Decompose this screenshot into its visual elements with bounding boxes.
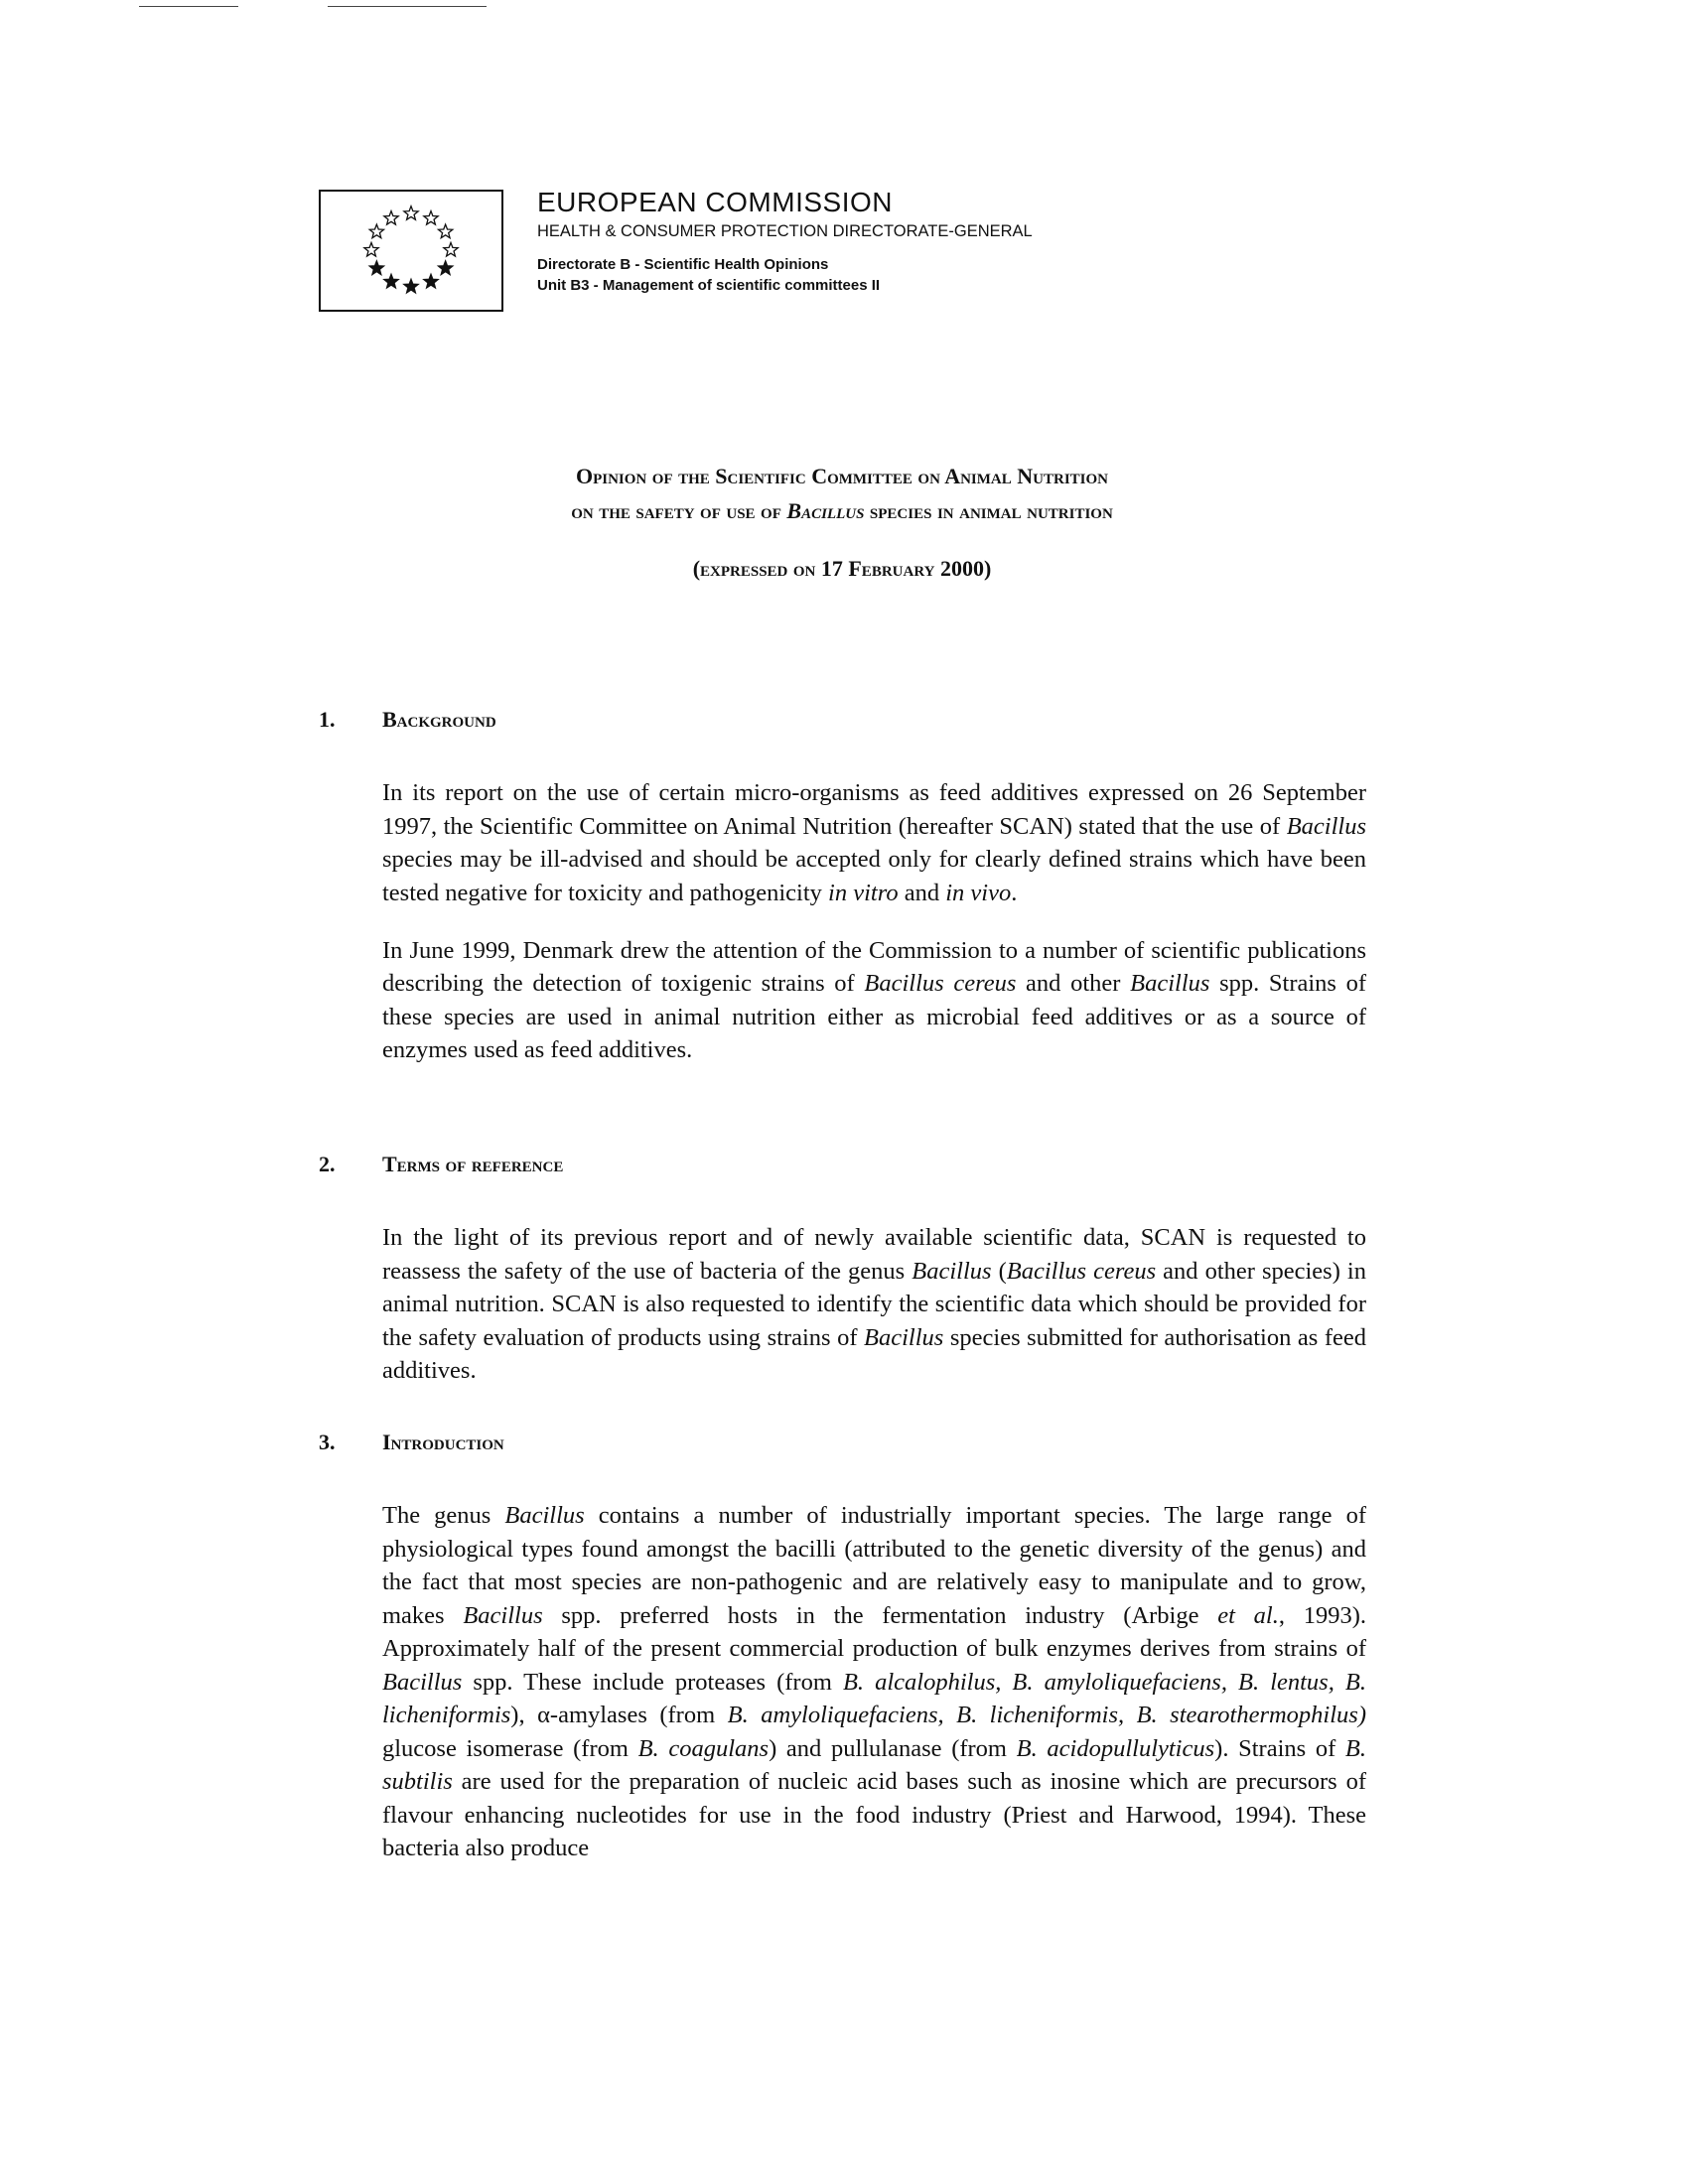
eu-star-icon [369,224,383,238]
eu-star-icon [424,211,438,225]
italic-text: Bacillus [382,1668,463,1696]
text-run: In June 1999, Denmark drew the attention of the Commission to a number of scientific publications describing the detection of toxigenic strains of [382,936,1366,997]
expressed-date: (expressed on 17 February 2000) [692,556,992,581]
eu-star-icon [439,261,453,275]
eu-logo [319,190,503,312]
italic-text: B. alcalophilus, B. amyloliquefaciens, B. lentus, B. licheniformis [382,1668,1366,1728]
text-run: . [1011,879,1018,906]
italic-text: Bacillus [912,1257,992,1285]
text-run: , 1993). Approximately half of the present commercial production of bulk enzymes derives from strains of [382,1601,1366,1662]
section-terms-of-reference [319,1152,1366,1412]
italic-text: Bacillus [463,1601,543,1629]
section-number: 2. [319,1152,336,1176]
italic-text: Bacillus [1130,970,1210,997]
eu-star-icon [439,224,453,238]
title-line-1: Opinion of the Scientific Committee on Animal Nutrition [575,464,1108,488]
section-heading [319,1430,1366,1459]
section-heading [319,707,1366,737]
top-scan-rule-right [328,6,487,7]
eu-stars-flag-icon [321,192,501,310]
text-run: species may be ill-advised and should be accepted only for clearly defined strains which have been tested negative for toxicity and pathogenicity [382,846,1366,906]
paragraph [382,1221,1366,1388]
italic-text: B. amyloliquefaciens, B. licheniformis, B. stearothermophilus) [727,1702,1366,1728]
text-run: spp. Strains of these species are used in animal nutrition either as microbial feed additives or as a source of enzymes used as feed additives. [382,970,1367,1063]
section-title: Introduction [382,1430,504,1454]
document-title [0,459,1684,528]
eu-star-icon [404,279,418,293]
title-line-2-start: on the safety of use of [571,498,787,523]
text-run: glucose isomerase (from [382,1734,638,1762]
text-run: In its report on the use of certain micro-organisms as feed additives expressed on 26 September 1997, the Scientific Committee on Animal Nutrition (hereafter SCAN) stated that the use of [382,779,1366,840]
eu-star-icon [364,243,378,257]
section-number: 1. [319,707,336,732]
italic-text: Bacillus [864,1323,944,1351]
eu-star-icon [369,261,383,275]
text-run: ( [991,1257,1007,1285]
text-run: In the light of its previous report and of newly available scientific data, SCAN is requested to reassess the safety of the use of bacteria of the genus [382,1224,1366,1285]
italic-text: Bacillus cereus [864,970,1017,997]
paragraph [382,934,1366,1067]
italic-text: B. subtilis [382,1734,1366,1795]
title-genus: Bacillus [786,498,865,523]
italic-text: in vitro [828,879,899,906]
text-run: species submitted for authorisation as feed additives. [382,1323,1366,1384]
italic-text: Bacillus [504,1502,585,1529]
text-run: spp. preferred hosts in the fermentation industry (Arbige [542,1601,1218,1629]
italic-text: Bacillus cereus [1006,1257,1157,1285]
text-run: spp. These include proteases (from [462,1668,843,1696]
text-run: ) and pullulanase (from [769,1734,1017,1762]
text-run: ). Strains of [1214,1734,1345,1762]
italic-text: B. acidopullulyticus [1016,1734,1215,1762]
directorate-line: Directorate B - Scientific Health Opinions [537,256,829,273]
text-run: and other species) in animal nutrition. SCAN is also requested to identify the scientific data which should be provided for the safety evaluation of products using strains of [382,1257,1366,1351]
title-line-2 [0,493,1684,528]
text-run: and other [1016,970,1131,997]
eu-star-icon [384,274,398,288]
italic-text: B. coagulans [637,1734,770,1762]
text-run: are used for the preparation of nucleic acid bases such as inosine which are precursors of flavour enhancing nucleotides for use in the food industry (Priest and Harwood, 1994). These bacteria also produce [382,1768,1366,1861]
section-title: Terms of reference [382,1152,564,1176]
text-run: contains a number of industrially important species. The large range of physiological types found amongst the bacilli (attributed to the genetic diversity of the genus) and the fact that most species are non-pathogenic and are relatively easy to manipulate and to grow, makes [382,1502,1366,1629]
unit-line: Unit B3 - Management of scientific committees II [537,277,881,294]
title-line-2-end: species in animal nutrition [864,498,1113,523]
section-heading [319,1152,1366,1181]
eu-star-icon [444,243,458,257]
top-scan-rule-left [139,6,238,7]
section-background [319,707,1366,1091]
directorate-general: HEALTH & CONSUMER PROTECTION DIRECTORATE-GENERAL [537,222,1033,240]
eu-star-icon [424,274,438,288]
section-number: 3. [319,1430,336,1454]
eu-star-icon [404,206,418,220]
paragraph [382,776,1366,909]
text-run: and [898,879,946,906]
italic-text: in vivo [945,879,1012,906]
italic-text: Bacillus [1286,812,1366,840]
text-run: The genus [382,1502,505,1529]
section-introduction [319,1430,1366,1889]
eu-star-icon [384,211,398,225]
paragraph [382,1499,1366,1865]
italic-text: et al. [1217,1601,1279,1629]
issuer-block [537,187,1033,296]
organization-name: EUROPEAN COMMISSION [537,187,893,217]
section-title: Background [382,707,496,732]
text-run: ), α-amylases (from [510,1702,728,1728]
